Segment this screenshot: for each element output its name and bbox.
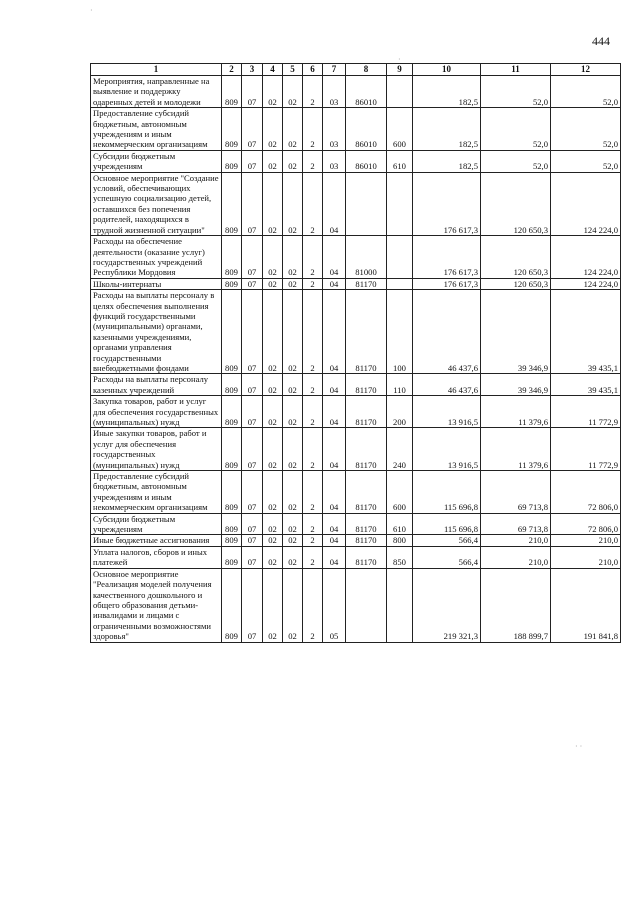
cell-section: 07 — [242, 535, 263, 546]
cell-program: 02 — [283, 428, 303, 471]
cell-amount-2020: 11 379,6 — [481, 428, 551, 471]
cell-section: 07 — [242, 471, 263, 514]
table-row — [91, 76, 621, 108]
cell-amount-2019: 46 437,6 — [413, 290, 481, 374]
cell-type-code: 100 — [387, 290, 413, 374]
cell-row-name: Иные бюджетные ассигнования — [91, 535, 222, 546]
cell-amount-2020: 120 650,3 — [481, 236, 551, 279]
cell-section: 07 — [242, 278, 263, 289]
cell-amount-2021: 72 806,0 — [551, 471, 621, 514]
cell-amount-2020: 120 650,3 — [481, 278, 551, 289]
table-row — [91, 513, 621, 535]
cell-subsection: 02 — [263, 374, 283, 396]
cell-admin-code: 809 — [222, 513, 242, 535]
page-number: 444 — [592, 34, 610, 48]
cell-admin-code: 809 — [222, 568, 242, 642]
column-header: 1 — [91, 64, 222, 76]
cell-amount-2020: 120 650,3 — [481, 172, 551, 235]
column-header: 11 — [481, 64, 551, 76]
cell-admin-code: 809 — [222, 374, 242, 396]
cell-amount-2020: 39 346,9 — [481, 374, 551, 396]
cell-subprogram: 2 — [303, 150, 323, 172]
cell-amount-2019: 46 437,6 — [413, 374, 481, 396]
cell-type-code: 610 — [387, 513, 413, 535]
cell-subprogram: 2 — [303, 568, 323, 642]
cell-admin-code: 809 — [222, 150, 242, 172]
cell-amount-2021: 52,0 — [551, 108, 621, 151]
cell-event-code: 04 — [323, 290, 346, 374]
table-row — [91, 150, 621, 172]
cell-event-code: 04 — [323, 374, 346, 396]
column-header: 12 — [551, 64, 621, 76]
cell-expense-code: 81000 — [346, 236, 387, 279]
cell-row-name: Предоставление субсидий бюджетным, автономным учреждениям и иным некоммерческим организациям — [91, 471, 222, 514]
cell-amount-2020: 69 713,8 — [481, 471, 551, 514]
cell-subprogram: 2 — [303, 172, 323, 235]
cell-program: 02 — [283, 290, 303, 374]
cell-expense-code — [346, 568, 387, 642]
cell-type-code: 110 — [387, 374, 413, 396]
header-row — [91, 64, 621, 76]
cell-expense-code: 86010 — [346, 150, 387, 172]
table-row — [91, 396, 621, 428]
cell-program: 02 — [283, 150, 303, 172]
cell-amount-2021: 39 435,1 — [551, 374, 621, 396]
table-row — [91, 172, 621, 235]
column-header: 9 — [387, 64, 413, 76]
cell-subprogram: 2 — [303, 428, 323, 471]
column-header: 4 — [263, 64, 283, 76]
cell-section: 07 — [242, 513, 263, 535]
cell-program: 02 — [283, 236, 303, 279]
cell-type-code — [387, 278, 413, 289]
cell-amount-2021: 52,0 — [551, 150, 621, 172]
cell-row-name: Расходы на выплаты персоналу в целях обеспечения выполнения функций государственными (муниципальными) органами, казенными учреждениями, органами управления государственными внебюджетными фондами — [91, 290, 222, 374]
cell-section: 07 — [242, 76, 263, 108]
column-header: 7 — [323, 64, 346, 76]
table-row — [91, 374, 621, 396]
cell-row-name: Предоставление субсидий бюджетным, автономным учреждениям и иным некоммерческим организациям — [91, 108, 222, 151]
cell-event-code: 04 — [323, 236, 346, 279]
cell-expense-code: 86010 — [346, 76, 387, 108]
cell-admin-code: 809 — [222, 172, 242, 235]
cell-admin-code: 809 — [222, 290, 242, 374]
cell-amount-2020: 188 899,7 — [481, 568, 551, 642]
cell-event-code: 05 — [323, 568, 346, 642]
cell-amount-2020: 69 713,8 — [481, 513, 551, 535]
table-row — [91, 428, 621, 471]
cell-amount-2021: 191 841,8 — [551, 568, 621, 642]
cell-program: 02 — [283, 535, 303, 546]
cell-amount-2021: 124 224,0 — [551, 236, 621, 279]
cell-amount-2019: 13 916,5 — [413, 396, 481, 428]
table-row — [91, 535, 621, 546]
cell-subprogram: 2 — [303, 108, 323, 151]
cell-section: 07 — [242, 108, 263, 151]
cell-row-name: Субсидии бюджетным учреждениям — [91, 513, 222, 535]
cell-section: 07 — [242, 546, 263, 568]
budget-table — [90, 63, 621, 643]
cell-type-code: 800 — [387, 535, 413, 546]
table-row — [91, 108, 621, 151]
cell-expense-code: 81170 — [346, 535, 387, 546]
cell-amount-2021: 72 806,0 — [551, 513, 621, 535]
cell-event-code: 04 — [323, 513, 346, 535]
cell-amount-2019: 176 617,3 — [413, 236, 481, 279]
cell-amount-2021: 52,0 — [551, 76, 621, 108]
cell-row-name: Основное мероприятие "Реализация моделей получения качественного дошкольного и общего образования детьми-инвалидами и лицами с ограниченными возможностями здоровья" — [91, 568, 222, 642]
cell-admin-code: 809 — [222, 236, 242, 279]
cell-subsection: 02 — [263, 172, 283, 235]
cell-subprogram: 2 — [303, 396, 323, 428]
cell-amount-2020: 52,0 — [481, 76, 551, 108]
cell-amount-2020: 52,0 — [481, 150, 551, 172]
cell-type-code — [387, 76, 413, 108]
cell-event-code: 03 — [323, 150, 346, 172]
cell-expense-code: 81170 — [346, 278, 387, 289]
cell-section: 07 — [242, 150, 263, 172]
cell-admin-code: 809 — [222, 428, 242, 471]
cell-admin-code: 809 — [222, 546, 242, 568]
cell-subsection: 02 — [263, 568, 283, 642]
cell-event-code: 03 — [323, 108, 346, 151]
cell-expense-code: 81170 — [346, 546, 387, 568]
cell-event-code: 04 — [323, 546, 346, 568]
cell-event-code: 04 — [323, 278, 346, 289]
cell-subsection: 02 — [263, 513, 283, 535]
cell-event-code: 04 — [323, 535, 346, 546]
cell-row-name: Уплата налогов, сборов и иных платежей — [91, 546, 222, 568]
cell-expense-code: 81170 — [346, 513, 387, 535]
cell-section: 07 — [242, 236, 263, 279]
cell-admin-code: 809 — [222, 76, 242, 108]
cell-row-name: Основное мероприятие "Создание условий, обеспечивающих успешную социализацию детей, оставшихся без попечения родителей, находящихся в трудной жизненной ситуации" — [91, 172, 222, 235]
cell-amount-2020: 11 379,6 — [481, 396, 551, 428]
cell-subsection: 02 — [263, 150, 283, 172]
cell-amount-2019: 182,5 — [413, 150, 481, 172]
cell-admin-code: 809 — [222, 108, 242, 151]
cell-event-code: 04 — [323, 396, 346, 428]
cell-type-code — [387, 172, 413, 235]
cell-type-code — [387, 236, 413, 279]
cell-type-code: 240 — [387, 428, 413, 471]
cell-row-name: Иные закупки товаров, работ и услуг для обеспечения государственных (муниципальных) нужд — [91, 428, 222, 471]
cell-subsection: 02 — [263, 535, 283, 546]
cell-amount-2021: 39 435,1 — [551, 290, 621, 374]
cell-amount-2019: 566,4 — [413, 535, 481, 546]
cell-subprogram: 2 — [303, 471, 323, 514]
cell-subsection: 02 — [263, 108, 283, 151]
cell-subprogram: 2 — [303, 535, 323, 546]
cell-amount-2021: 210,0 — [551, 535, 621, 546]
cell-row-name: Субсидии бюджетным учреждениям — [91, 150, 222, 172]
cell-type-code: 600 — [387, 108, 413, 151]
table-row — [91, 236, 621, 279]
cell-program: 02 — [283, 396, 303, 428]
cell-subsection: 02 — [263, 76, 283, 108]
cell-amount-2021: 11 772,9 — [551, 396, 621, 428]
cell-row-name: Мероприятия, направленные на выявление и поддержку одаренных детей и молодежи — [91, 76, 222, 108]
cell-amount-2019: 182,5 — [413, 108, 481, 151]
cell-expense-code: 86010 — [346, 108, 387, 151]
cell-amount-2021: 124 224,0 — [551, 278, 621, 289]
cell-subsection: 02 — [263, 428, 283, 471]
cell-section: 07 — [242, 172, 263, 235]
cell-type-code: 850 — [387, 546, 413, 568]
cell-expense-code: 81170 — [346, 374, 387, 396]
scan-speck: · · — [575, 742, 583, 751]
scan-speck: · — [398, 55, 401, 64]
cell-expense-code: 81170 — [346, 290, 387, 374]
cell-admin-code: 809 — [222, 396, 242, 428]
cell-program: 02 — [283, 513, 303, 535]
cell-type-code: 600 — [387, 471, 413, 514]
cell-program: 02 — [283, 278, 303, 289]
cell-program: 02 — [283, 108, 303, 151]
column-header: 6 — [303, 64, 323, 76]
cell-amount-2021: 11 772,9 — [551, 428, 621, 471]
table-row — [91, 278, 621, 289]
cell-amount-2019: 115 696,8 — [413, 513, 481, 535]
cell-program: 02 — [283, 568, 303, 642]
cell-row-name: Расходы на выплаты персоналу казенных учреждений — [91, 374, 222, 396]
cell-section: 07 — [242, 568, 263, 642]
cell-program: 02 — [283, 471, 303, 514]
cell-subprogram: 2 — [303, 290, 323, 374]
cell-admin-code: 809 — [222, 278, 242, 289]
cell-subsection: 02 — [263, 236, 283, 279]
cell-amount-2020: 52,0 — [481, 108, 551, 151]
cell-expense-code: 81170 — [346, 428, 387, 471]
cell-section: 07 — [242, 396, 263, 428]
cell-amount-2019: 566,4 — [413, 546, 481, 568]
cell-subprogram: 2 — [303, 236, 323, 279]
cell-section: 07 — [242, 290, 263, 374]
table-row — [91, 568, 621, 642]
cell-subprogram: 2 — [303, 76, 323, 108]
column-header: 3 — [242, 64, 263, 76]
cell-expense-code — [346, 172, 387, 235]
cell-admin-code: 809 — [222, 471, 242, 514]
cell-row-name: Закупка товаров, работ и услуг для обеспечения государственных (муниципальных) нужд — [91, 396, 222, 428]
scan-speck: · — [90, 6, 93, 15]
table-row — [91, 546, 621, 568]
cell-amount-2019: 115 696,8 — [413, 471, 481, 514]
cell-program: 02 — [283, 546, 303, 568]
cell-subsection: 02 — [263, 471, 283, 514]
cell-amount-2019: 182,5 — [413, 76, 481, 108]
cell-amount-2020: 39 346,9 — [481, 290, 551, 374]
cell-row-name: Школы-интернаты — [91, 278, 222, 289]
cell-subsection: 02 — [263, 546, 283, 568]
cell-amount-2019: 13 916,5 — [413, 428, 481, 471]
cell-row-name: Расходы на обеспечение деятельности (оказание услуг) государственных учреждений Республики Мордовия — [91, 236, 222, 279]
cell-subsection: 02 — [263, 278, 283, 289]
cell-subprogram: 2 — [303, 278, 323, 289]
table-body — [91, 76, 621, 643]
cell-event-code: 04 — [323, 172, 346, 235]
cell-program: 02 — [283, 172, 303, 235]
cell-subsection: 02 — [263, 290, 283, 374]
cell-program: 02 — [283, 76, 303, 108]
cell-subprogram: 2 — [303, 374, 323, 396]
column-header: 5 — [283, 64, 303, 76]
table-row — [91, 471, 621, 514]
cell-expense-code: 81170 — [346, 471, 387, 514]
cell-event-code: 04 — [323, 471, 346, 514]
cell-subprogram: 2 — [303, 513, 323, 535]
cell-event-code: 04 — [323, 428, 346, 471]
cell-subprogram: 2 — [303, 546, 323, 568]
column-header: 10 — [413, 64, 481, 76]
cell-section: 07 — [242, 428, 263, 471]
cell-admin-code: 809 — [222, 535, 242, 546]
cell-amount-2021: 210,0 — [551, 546, 621, 568]
cell-amount-2020: 210,0 — [481, 535, 551, 546]
cell-program: 02 — [283, 374, 303, 396]
cell-event-code: 03 — [323, 76, 346, 108]
cell-amount-2019: 219 321,3 — [413, 568, 481, 642]
table-row — [91, 290, 621, 374]
cell-amount-2019: 176 617,3 — [413, 172, 481, 235]
column-header: 2 — [222, 64, 242, 76]
cell-section: 07 — [242, 374, 263, 396]
cell-expense-code: 81170 — [346, 396, 387, 428]
cell-type-code: 200 — [387, 396, 413, 428]
cell-amount-2020: 210,0 — [481, 546, 551, 568]
cell-subsection: 02 — [263, 396, 283, 428]
cell-amount-2019: 176 617,3 — [413, 278, 481, 289]
cell-amount-2021: 124 224,0 — [551, 172, 621, 235]
cell-type-code: 610 — [387, 150, 413, 172]
column-header: 8 — [346, 64, 387, 76]
cell-type-code — [387, 568, 413, 642]
